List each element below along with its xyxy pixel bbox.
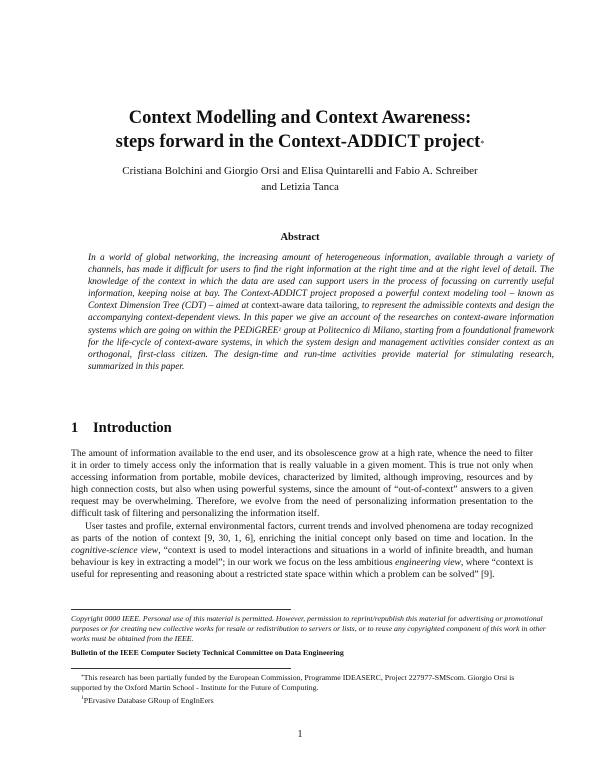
section-number: 1 [71,420,79,436]
author-list [40,163,560,195]
title-footnote-mark: * [480,139,485,148]
footnote-2-text: PErvasive Database GRoup of EngInEers [83,696,214,705]
footnote-2-mark: 1 [81,695,84,701]
bulletin-line: Bulletin of the IEEE Computer Society Technical Committee on Data Engineering [71,648,344,657]
footnote-1-mark: * [81,674,84,680]
authors-line-1: Cristiana Bolchini and Giorgio Orsi and Elisa Quintarelli and Fabio A. Schreiber [122,165,478,177]
authors-line-2: and Letizia Tanca [261,181,339,193]
paragraph-2-emphasis-1: cognitive-science view [71,544,159,556]
paragraph-2-c: , where “context is useful for representing and reasoning about a restricted state space within which a problem can be solved” [9]. [71,556,533,580]
page-number: 1 [297,729,303,740]
section-title: Introduction [93,420,172,436]
paragraph-2-b: , “context is used to model interactions and situations in a world of infinite breadth, and human behaviour is key in extracting a model”; in our work we focus on the less ambitious [71,544,533,568]
title-line-1: Context Modelling and Context Awareness: [128,108,472,128]
abstract-text [88,252,554,373]
paragraph-2 [71,521,533,581]
section-body [71,448,533,581]
abstract-part-4: group at Politecnico di Milano, starting from a foundational framework for the life-cycle of context-aware systems, in which the system design and management activities consider context as an orthogonal, first-class citizen. The design-time and run-time activities provide material for stimulating research, summarized in this paper. [88,325,554,372]
abstract-part-1: In a world of global networking, the increasing amount of heterogeneous information, available through a variety of channels, has made it difficult for users to find the right information at the right time and at the right level of detail. The knowledge of the context in which the data are used can support users in the process of focussing on currently useful information, keeping noise at bay. The Context-ADDICT project proposed a powerful context modeling tool – known as Context Dimension Tree (CDT) – aimed at [88,253,554,312]
footnote-divider-2 [71,668,291,669]
footnote-funding [71,673,547,693]
paragraph-1: The amount of information available to the end user, and its obsolescence grow at a high rate, whence the need to filter it in order to timely access only the information that is really valuable in a given moment. This is true not only when accessing information from portable, mobile devices, characterized by limited, although improving, resources and by high connection costs, but also when using powerful systems, since the amount of “out-of-context” answers to a given request may be overwhelming. Therefore, we evolve from the need of personalizing information presentation to the difficult task of filtering and personalizing the information itself. [71,448,533,520]
abstract-part-2: context-aware data tailoring, [251,301,360,312]
copyright-notice: Copyright 0000 IEEE. Personal use of this material is permitted. However, permission to reprint/republish this material for advertising or promotional purposes or for creating new collective works for resale or redistribution to servers or lists, or to reuse any copyrighted component of this work in other works must be obtained from the IEEE. [71,614,546,643]
footnote-1-text: This research has been partially funded by the European Commission, Programme IDEASERC, Project 227977-SMScom. Giorgio Orsi is supported by the Oxford Martin School - Institute for the Future of Computing. [71,673,515,692]
paragraph-2-a: User tastes and profile, external environmental factors, current trends and involved phenomena are today recognized as parts of the notion of context [9, 30, 1, 6], enriching the initial concept only based on time and location. In the [71,520,533,544]
footnote-pedigree [71,696,214,705]
footnote-divider [71,609,291,610]
abstract-footnote-mark: 1 [278,326,282,333]
section-heading [71,420,172,437]
title-line-2: steps forward in the Context-ADDICT project [115,132,481,152]
paragraph-2-emphasis-2: engineering view [395,556,461,568]
paper-title [40,106,560,154]
abstract-heading: Abstract [280,232,320,243]
abstract-part-3: to represent the admissible contexts and design the accompanying context-dependent views. In this paper we give an account of the researches on context-aware information systems which are going on within the PEDiGREE [88,301,554,336]
